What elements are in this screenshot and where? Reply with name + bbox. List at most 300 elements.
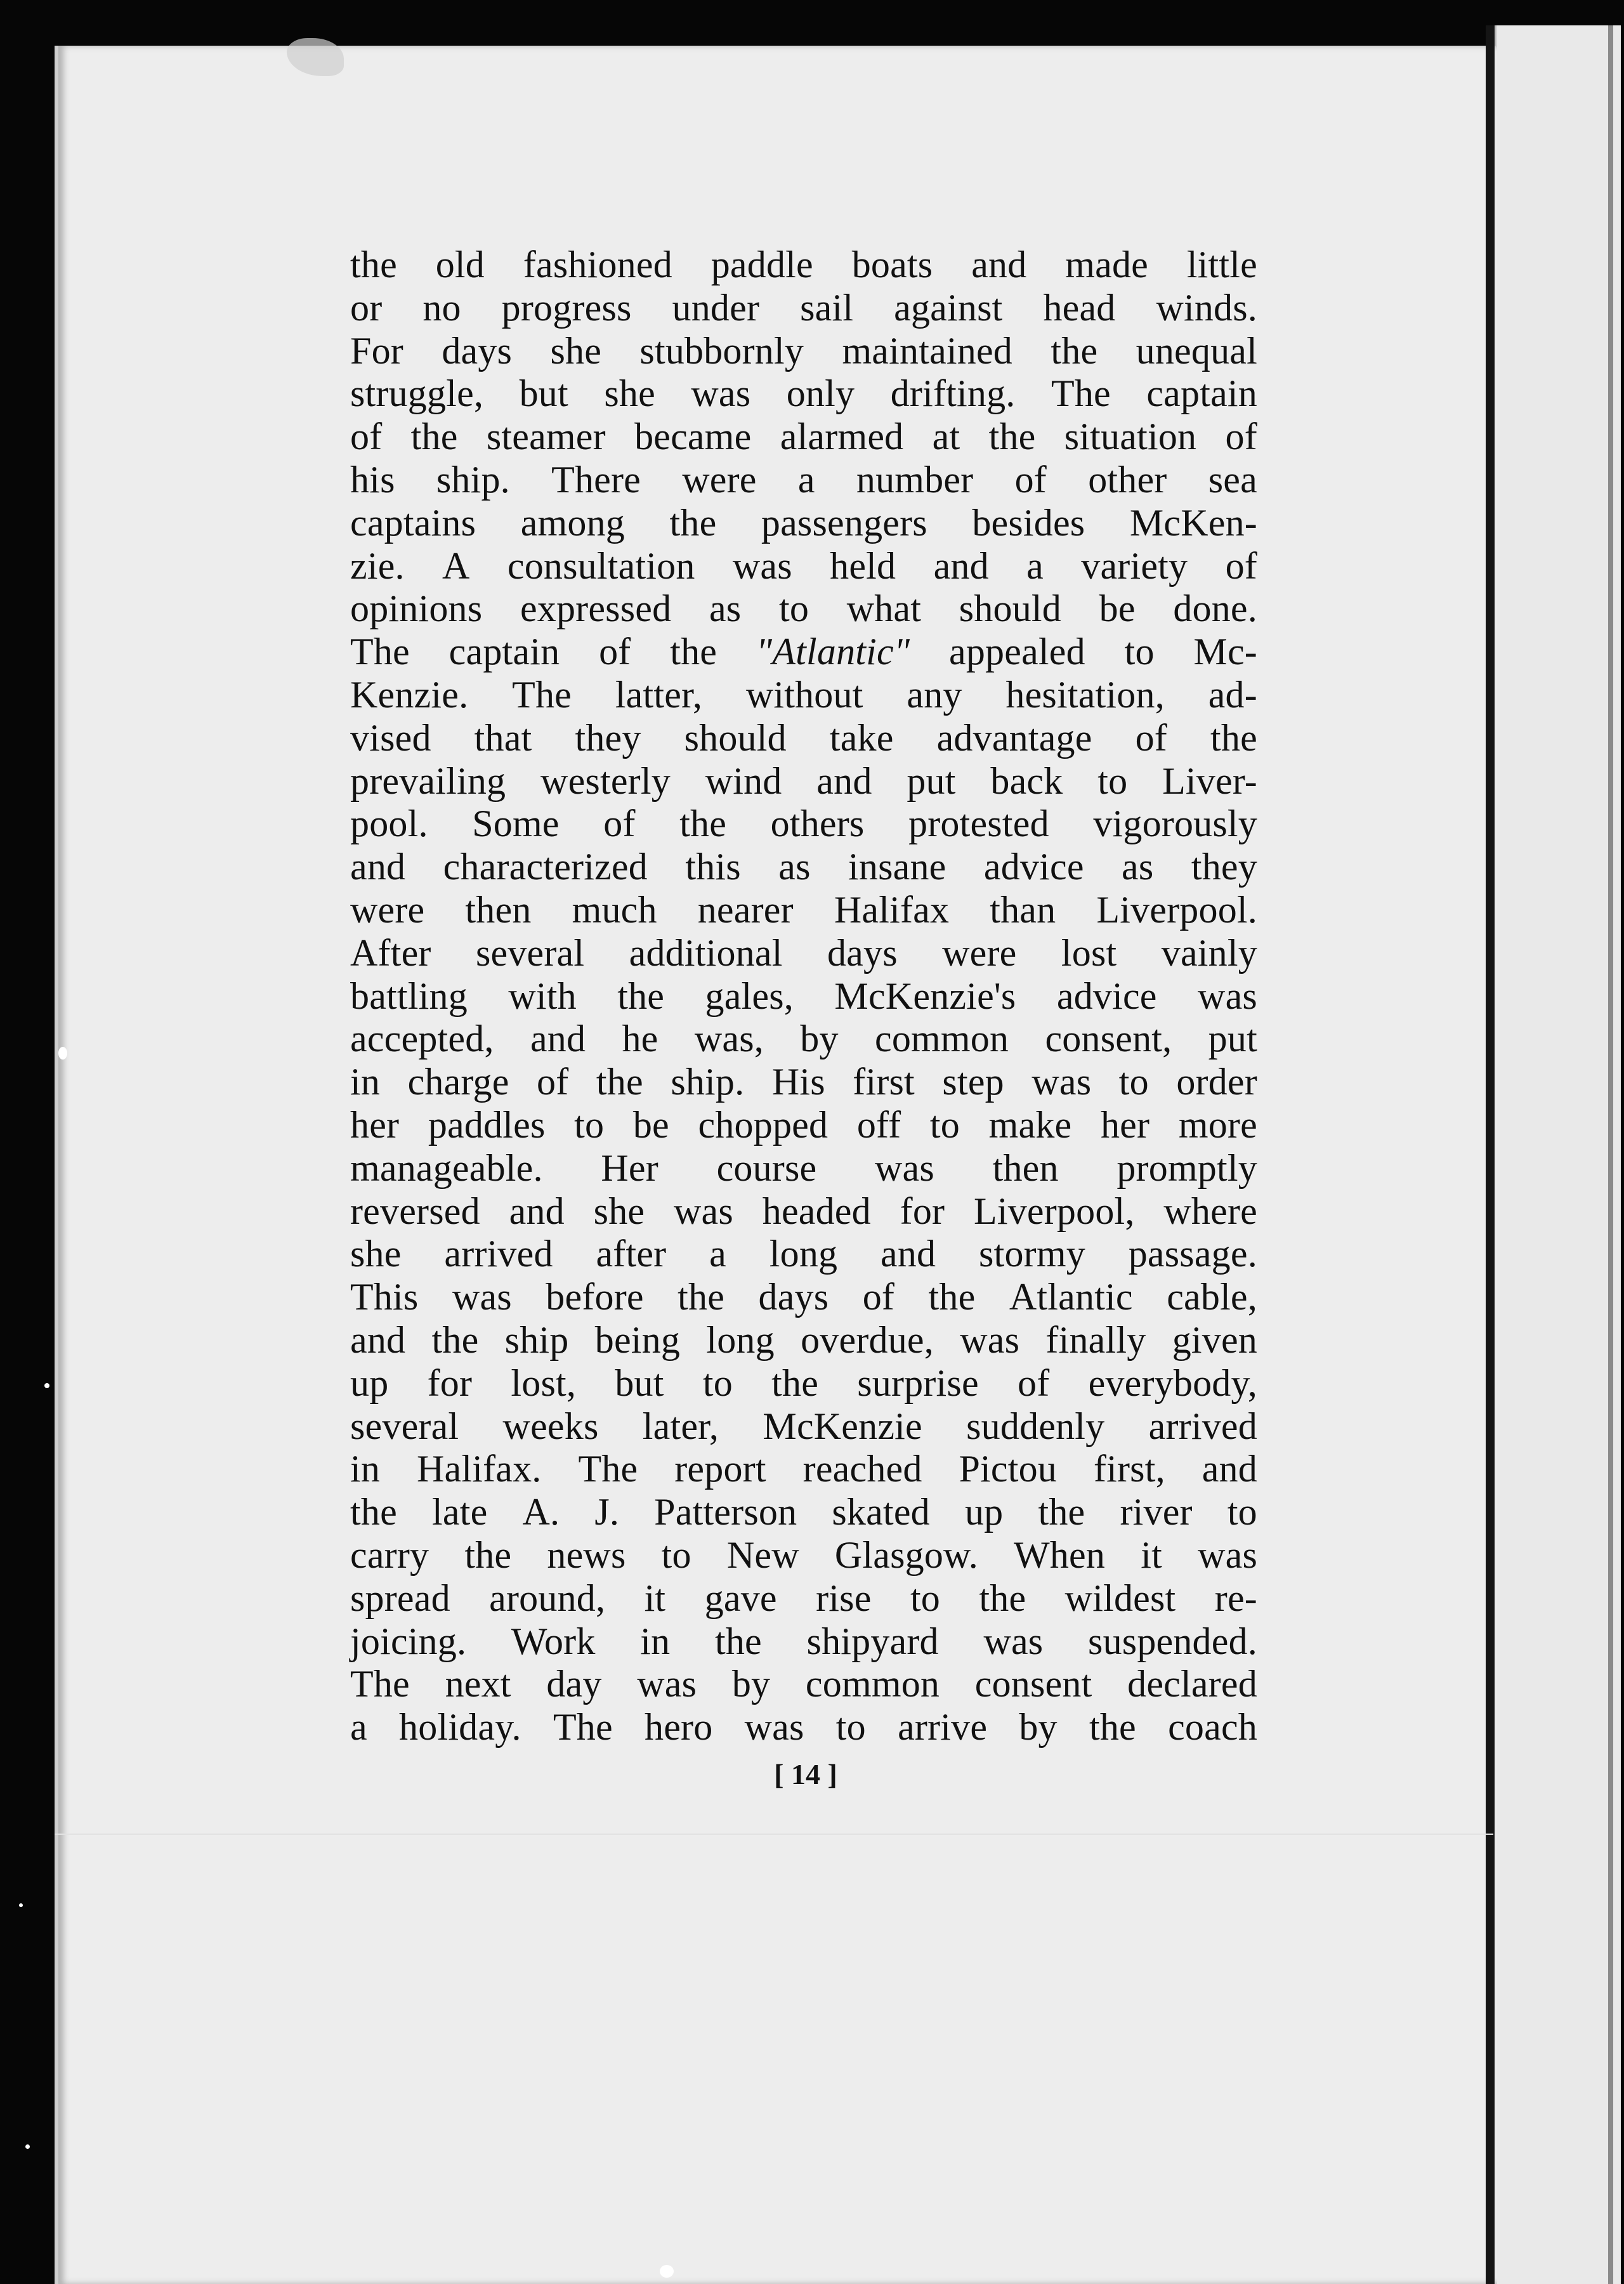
word: drifting. (890, 372, 1016, 415)
word: the (1051, 329, 1098, 372)
word: latter, (615, 673, 703, 716)
word: steamer (486, 416, 606, 458)
word: to (1097, 759, 1128, 802)
text-line (350, 760, 1257, 803)
word: was, (694, 1018, 764, 1060)
word: maintained (842, 329, 1013, 372)
word: re- (1214, 1577, 1257, 1619)
word: McKenzie (763, 1405, 922, 1447)
word: manageable. (350, 1146, 543, 1189)
word: made (1065, 244, 1148, 286)
word: was (637, 1663, 697, 1705)
word: should (959, 587, 1062, 630)
word: prevailing (350, 759, 506, 802)
word: zie. (350, 544, 405, 587)
word: of (1014, 458, 1047, 501)
word: were (682, 458, 757, 501)
word: New (726, 1533, 799, 1576)
word: a (797, 458, 815, 501)
word: were (350, 888, 425, 931)
word: of (603, 803, 636, 845)
text-line (350, 459, 1257, 502)
word: of (1018, 1362, 1050, 1404)
word: the (988, 416, 1036, 458)
word: up (350, 1362, 389, 1404)
word: first, (1093, 1448, 1165, 1490)
word: but (615, 1362, 664, 1404)
word: back (990, 759, 1063, 802)
text-line (350, 674, 1257, 717)
word: advantage (936, 716, 1092, 759)
word: they (1191, 846, 1257, 888)
word: became (634, 416, 752, 458)
word: the (771, 1362, 819, 1404)
word: This (350, 1276, 419, 1318)
word: besides (972, 501, 1085, 544)
word: more (1178, 1103, 1257, 1146)
word: battling (350, 975, 468, 1017)
word: passengers (761, 501, 927, 544)
word: Liverpool. (1096, 888, 1257, 931)
text-line (350, 545, 1257, 588)
word: to (661, 1533, 691, 1576)
word: of (537, 1061, 569, 1103)
text-line (350, 1405, 1257, 1448)
word: in (640, 1620, 671, 1662)
word: arrived (444, 1233, 553, 1275)
word: day (546, 1663, 602, 1705)
word: to (835, 1706, 866, 1749)
word: The (553, 1706, 613, 1749)
word: Halifax. (417, 1448, 542, 1490)
word: course (716, 1146, 817, 1189)
word: finally (1045, 1318, 1146, 1361)
text-line (350, 1018, 1257, 1061)
text-line (350, 1233, 1257, 1276)
word: The (512, 673, 572, 716)
word: the (1210, 716, 1257, 759)
text-line (350, 932, 1257, 975)
word: what (846, 587, 922, 630)
word: in (350, 1448, 381, 1490)
word: Patterson (654, 1491, 797, 1533)
word: characterized (443, 846, 648, 888)
word: against (894, 286, 1003, 329)
word: wildest (1064, 1577, 1176, 1619)
word: stormy (979, 1233, 1085, 1275)
word: the (410, 416, 458, 458)
word: the (928, 1276, 976, 1318)
paper-fold-line (55, 1834, 1493, 1835)
word: When (1014, 1533, 1106, 1576)
word: the (350, 1491, 397, 1533)
word: gave (704, 1577, 777, 1619)
word: appealed (949, 631, 1085, 673)
word: of (1135, 716, 1167, 759)
word: the (670, 631, 717, 673)
word: was (983, 1620, 1044, 1662)
word: ship. (436, 458, 510, 501)
word: vised (350, 716, 431, 759)
word: old (435, 244, 485, 286)
word: a (1026, 544, 1044, 587)
word: he (622, 1018, 658, 1060)
word: at (932, 416, 960, 458)
word: Halifax (834, 888, 950, 931)
word: without (745, 673, 863, 716)
word: in (350, 1061, 381, 1103)
adjacent-page-edge (1495, 25, 1621, 2284)
text-line (350, 1061, 1257, 1104)
word: step (942, 1061, 1004, 1103)
text-line (350, 502, 1257, 545)
word: passage. (1128, 1233, 1257, 1275)
word: His (771, 1061, 825, 1103)
word: she (550, 329, 602, 372)
word: and (971, 244, 1027, 286)
word: captain (449, 631, 560, 673)
word: reversed (350, 1190, 480, 1232)
word: shipyard (806, 1620, 939, 1662)
word: promptly (1116, 1146, 1257, 1189)
word: no (422, 286, 461, 329)
text-line (350, 1706, 1257, 1749)
word: this (685, 846, 741, 888)
word: common (805, 1663, 940, 1705)
word: For (350, 329, 403, 372)
word: much (572, 888, 657, 931)
word: weeks (502, 1405, 599, 1447)
word: common (874, 1018, 1009, 1060)
word: later, (642, 1405, 719, 1447)
word: the (669, 501, 717, 544)
word: were (942, 931, 1017, 974)
word: she (604, 372, 655, 415)
word: J. (594, 1491, 620, 1533)
word: make (988, 1103, 1072, 1146)
text-line (350, 1663, 1257, 1706)
word: surprise (857, 1362, 979, 1404)
word: Atlantic (1009, 1276, 1133, 1318)
word: arrive (898, 1706, 988, 1749)
word: the (679, 803, 727, 845)
word: charge (407, 1061, 509, 1103)
word: and (509, 1190, 565, 1232)
word: next (445, 1663, 511, 1705)
text-line (350, 587, 1257, 631)
word: boats (851, 244, 933, 286)
word: stubbornly (639, 329, 804, 372)
word: long (769, 1233, 838, 1275)
word: order (1176, 1061, 1257, 1103)
word: holiday. (399, 1706, 521, 1749)
word: by (800, 1018, 839, 1060)
word: "Atlantic" (756, 631, 910, 673)
word: her (350, 1103, 400, 1146)
word: expressed (520, 587, 672, 630)
word: long (706, 1318, 775, 1361)
word: as (709, 587, 742, 630)
word: arrived (1148, 1405, 1257, 1447)
word: unequal (1136, 329, 1257, 372)
word: for (427, 1362, 473, 1404)
text-line (350, 889, 1257, 932)
word: Kenzie. (350, 673, 469, 716)
word: lost, (511, 1362, 577, 1404)
word: put (907, 759, 956, 802)
word: be (632, 1103, 669, 1146)
word: they (575, 716, 641, 759)
text-line (350, 1620, 1257, 1664)
word: was (744, 1706, 804, 1749)
word: was (691, 372, 751, 415)
word: done. (1173, 587, 1257, 630)
word: with (508, 975, 577, 1017)
text-line (350, 244, 1257, 287)
word: was (1198, 975, 1257, 1017)
word: The (350, 631, 410, 673)
word: A (442, 544, 470, 587)
text-line (350, 1577, 1257, 1620)
word: rise (816, 1577, 872, 1619)
text-line (350, 1147, 1257, 1190)
word: of (862, 1276, 895, 1318)
page-gutter-shadow (1486, 25, 1495, 2284)
word: first (853, 1061, 915, 1103)
word: before (546, 1276, 644, 1318)
word: variety (1081, 544, 1188, 587)
word: the (714, 1620, 762, 1662)
text-line (350, 1104, 1257, 1147)
word: several (475, 931, 585, 974)
word: opinions (350, 587, 483, 630)
adjacent-page-border (1608, 25, 1613, 2284)
word: McKenzie's (834, 975, 1016, 1017)
word: everybody, (1088, 1362, 1257, 1404)
word: then (992, 1146, 1059, 1189)
word: of (350, 416, 383, 458)
word: additional (629, 931, 783, 974)
word: only (786, 372, 855, 415)
word: protested (908, 803, 1049, 845)
word: to (778, 587, 809, 630)
word: being (594, 1318, 681, 1361)
word: number (856, 458, 974, 501)
word: was (875, 1146, 934, 1189)
word: and (530, 1018, 586, 1060)
word: she (593, 1190, 645, 1232)
word: a (350, 1706, 367, 1749)
word: was (1031, 1061, 1092, 1103)
body-text (350, 244, 1257, 1749)
word: captains (350, 501, 476, 544)
word: river (1120, 1491, 1193, 1533)
word: held (830, 544, 896, 587)
word: There (551, 458, 641, 501)
word: suspended. (1088, 1620, 1257, 1662)
text-line (350, 416, 1257, 459)
word: the (617, 975, 665, 1017)
word: of (1225, 544, 1257, 587)
text-line (350, 1362, 1257, 1405)
word: Liver- (1162, 759, 1257, 802)
word: the (979, 1577, 1026, 1619)
word: spread (350, 1577, 450, 1619)
word: others (770, 803, 865, 845)
word: captain (1146, 372, 1257, 415)
word: other (1088, 458, 1167, 501)
word: and (1202, 1448, 1257, 1490)
word: any (907, 673, 962, 716)
word: Liverpool, (974, 1190, 1135, 1232)
word: insane (848, 846, 946, 888)
word: Pictou (959, 1448, 1058, 1490)
word: reached (802, 1448, 922, 1490)
word: she (350, 1233, 402, 1275)
word: and (816, 759, 872, 802)
word: ship. (671, 1061, 745, 1103)
word: vigorously (1093, 803, 1257, 845)
word: take (829, 716, 894, 759)
word: was (960, 1318, 1020, 1361)
word: to (929, 1103, 960, 1146)
word: alarmed (780, 416, 904, 458)
text-line (350, 846, 1257, 889)
word: sail (800, 286, 854, 329)
word: paddle (710, 244, 813, 286)
word: consent (974, 1663, 1092, 1705)
word: off (856, 1103, 901, 1146)
word: gales, (705, 975, 794, 1017)
word: as (1122, 846, 1154, 888)
text-line (350, 717, 1257, 760)
word: around, (489, 1577, 606, 1619)
word: the (678, 1276, 725, 1318)
word: news (547, 1533, 626, 1576)
word: days (442, 329, 513, 372)
word: of (599, 631, 631, 673)
text-line (350, 803, 1257, 846)
text-line (350, 1448, 1257, 1491)
text-line (350, 631, 1257, 674)
word: wind (705, 759, 782, 802)
text-line (350, 1319, 1257, 1362)
word: Her (601, 1146, 658, 1189)
word: that (474, 716, 532, 759)
word: among (520, 501, 625, 544)
word: but (519, 372, 568, 415)
word: days (827, 931, 898, 974)
word: late (432, 1491, 488, 1533)
word: was (452, 1276, 512, 1318)
text-line (350, 1491, 1257, 1534)
word: progress (501, 286, 632, 329)
word: pool. (350, 803, 428, 845)
word: nearer (697, 888, 794, 931)
word: westerly (540, 759, 671, 802)
word: to (702, 1362, 733, 1404)
word: the (1038, 1491, 1085, 1533)
word: winds. (1156, 286, 1257, 329)
word: was (732, 544, 792, 587)
text-line (350, 287, 1257, 330)
word: after (596, 1233, 667, 1275)
word: advice (1056, 975, 1157, 1017)
word: days (758, 1276, 829, 1318)
word: After (350, 931, 431, 974)
word: by (731, 1663, 771, 1705)
word: then (465, 888, 532, 931)
word: put (1208, 1018, 1257, 1060)
word: The (578, 1448, 638, 1490)
word: by (1019, 1706, 1058, 1749)
word: Mc- (1193, 631, 1257, 673)
word: given (1172, 1318, 1257, 1361)
word: Work (511, 1620, 596, 1662)
word: suddenly (966, 1405, 1105, 1447)
word: as (778, 846, 811, 888)
word: consultation (507, 544, 695, 587)
word: several (350, 1405, 459, 1447)
word: to (1227, 1491, 1257, 1533)
word: head (1043, 286, 1116, 329)
word: it (1141, 1533, 1162, 1576)
word: and (881, 1233, 936, 1275)
text-line (350, 330, 1257, 373)
word: sea (1208, 458, 1257, 501)
word: situation (1064, 416, 1197, 458)
word: for (900, 1190, 945, 1232)
word: The (1051, 372, 1111, 415)
word: to (1124, 631, 1155, 673)
word: than (990, 888, 1056, 931)
text-line (350, 975, 1257, 1018)
word: consent, (1045, 1018, 1172, 1060)
word: A. (522, 1491, 560, 1533)
word: cable, (1167, 1276, 1257, 1318)
word: little (1186, 244, 1257, 286)
word: fashioned (523, 244, 672, 286)
word: to (910, 1577, 941, 1619)
word: McKen- (1129, 501, 1257, 544)
word: the (464, 1533, 512, 1576)
word: report (674, 1448, 766, 1490)
word: to (1118, 1061, 1149, 1103)
word: Glasgow. (834, 1533, 978, 1576)
word: up (964, 1491, 1004, 1533)
word: should (684, 716, 787, 759)
word: the (431, 1318, 479, 1361)
word: hero (645, 1706, 713, 1749)
word: the (596, 1061, 643, 1103)
word: his (350, 458, 395, 501)
page-number: [ 14 ] (774, 1758, 837, 1790)
word: overdue, (801, 1318, 934, 1361)
word: paddles (428, 1103, 546, 1146)
word: and (350, 1318, 406, 1361)
text-line (350, 372, 1257, 416)
word: be (1099, 587, 1136, 630)
word: coach (1168, 1706, 1257, 1749)
word: it (644, 1577, 666, 1619)
word: was (674, 1190, 733, 1232)
word: hesitation, (1005, 673, 1165, 716)
word: skated (832, 1491, 930, 1533)
word: a (709, 1233, 726, 1275)
word: struggle, (350, 372, 484, 415)
word: vainly (1161, 931, 1257, 974)
word: her (1100, 1103, 1150, 1146)
